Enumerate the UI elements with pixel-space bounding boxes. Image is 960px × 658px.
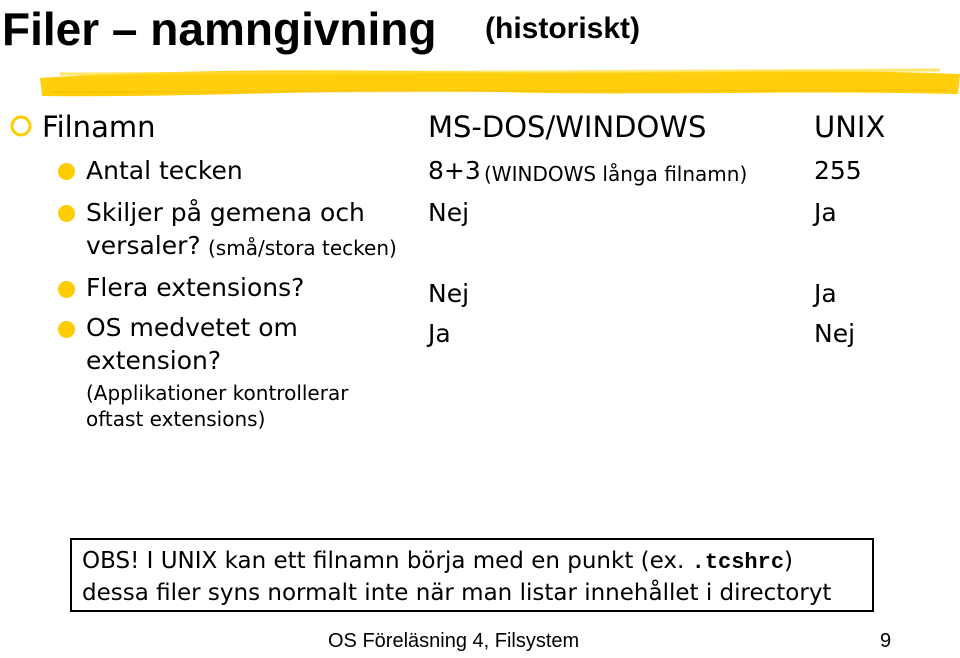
footer-text: OS Föreläsning 4, Filsystem <box>328 630 580 652</box>
row-label: Skiljer på gemena och <box>86 198 365 227</box>
row-unix-value: Ja <box>814 198 837 227</box>
row-unix-value: Nej <box>814 319 856 348</box>
page-number: 9 <box>880 630 892 652</box>
row-note-cont: oftast extensions) <box>86 407 266 431</box>
column-header-dos: MS-DOS/WINDOWS <box>428 110 707 144</box>
obs-text-end: ) <box>784 548 794 574</box>
row-label-cont: extension? <box>86 346 222 375</box>
row-dos-value: Nej <box>428 279 470 308</box>
row-note: (små/stora tecken) <box>208 236 397 260</box>
obs-text: OBS! I UNIX kan ett filnamn börja med en punkt (ex. <box>82 548 692 574</box>
column-header-unix: UNIX <box>814 110 886 144</box>
header-label: Filnamn <box>42 110 156 144</box>
row-label: Antal tecken <box>86 156 243 185</box>
row-dos-value: 8+3 <box>428 156 481 185</box>
row-label: OS medvetet om <box>86 313 298 342</box>
row-unix-value: Ja <box>814 279 837 308</box>
row-note: (Applikationer kontrollerar <box>86 381 349 405</box>
hollow-square-bullet-icon <box>10 115 32 137</box>
bullet-dot-icon <box>58 321 75 338</box>
row-dos-note: (WINDOWS långa filnamn) <box>484 162 748 186</box>
slide-subtitle: (historiskt) <box>485 12 641 45</box>
bullet-dot-icon <box>58 205 75 222</box>
obs-note-box <box>70 538 874 612</box>
bullet-dot-icon <box>58 163 75 180</box>
row-label: Flera extensions? <box>86 273 305 302</box>
obs-code: .tcshrc <box>691 550 785 575</box>
bullet-dot-icon <box>58 281 75 298</box>
title-underline-brush <box>40 60 960 106</box>
obs-line-1 <box>82 546 862 578</box>
slide-title: Filer – namngivning <box>2 3 437 55</box>
row-dos-value: Nej <box>428 198 470 227</box>
row-unix-value: 255 <box>814 156 862 185</box>
row-dos-value: Ja <box>428 319 451 348</box>
row-label-cont: versaler? <box>86 231 201 260</box>
obs-line-2: dessa filer syns normalt inte när man listar innehållet i directoryt <box>82 580 832 606</box>
